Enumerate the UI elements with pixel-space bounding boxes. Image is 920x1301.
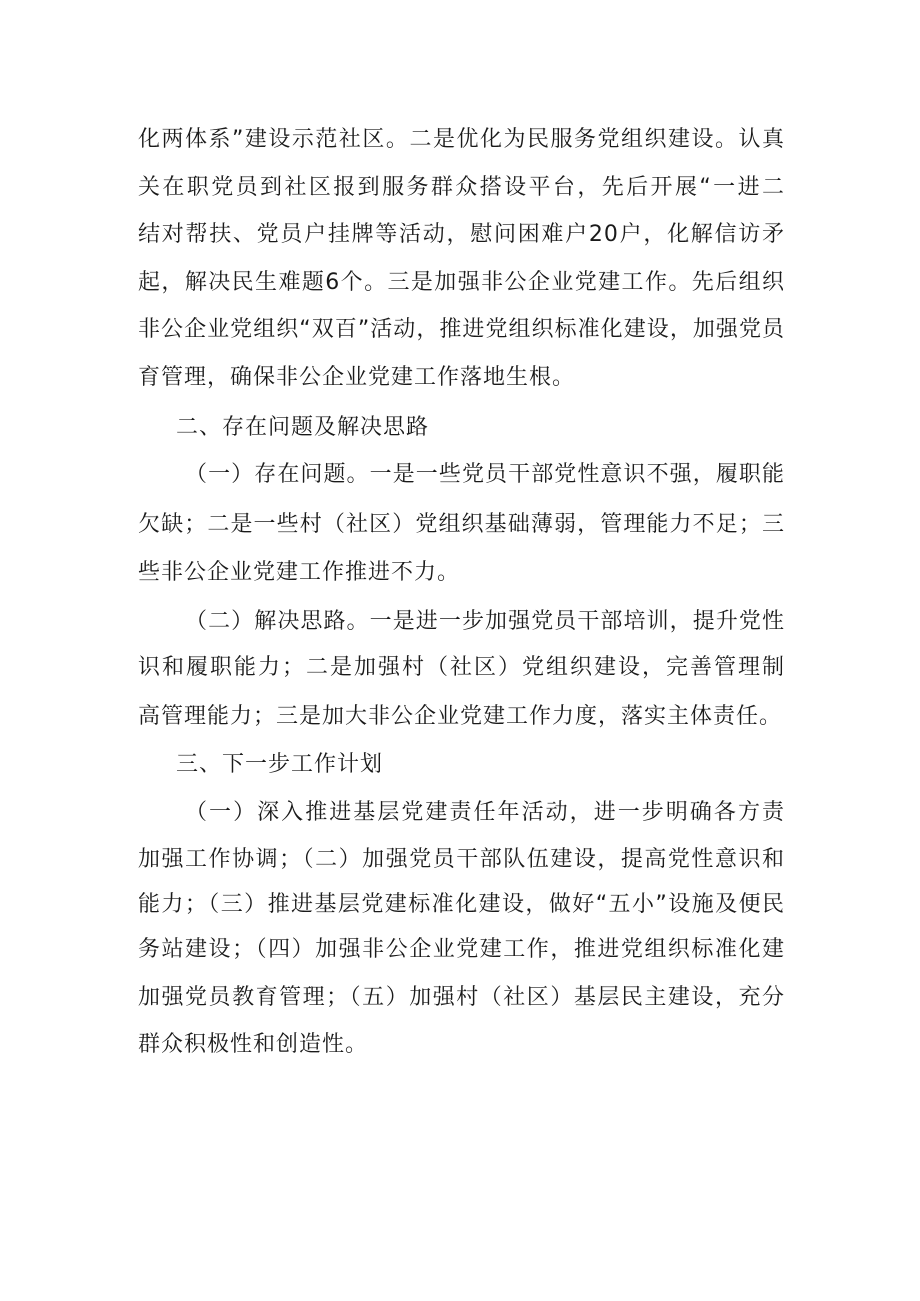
text-line: 高管理能力；三是加大非公企业党建工作力度，落实主体责任。 bbox=[138, 704, 783, 729]
text-line: 务站建设；（四）加强非公企业党建工作，推进党组织标准化建 bbox=[138, 937, 785, 962]
text-line: 育管理，确保非公企业党建工作落地生根。 bbox=[138, 365, 576, 390]
text-line: 非公企业党组织“双百”活动，推进党组织标准化建设，加强党员 bbox=[138, 317, 785, 342]
section-heading-next-steps: 三、下一步工作计划 bbox=[176, 752, 384, 777]
text-line: 群众积极性和创造性。 bbox=[138, 1032, 369, 1057]
section-heading-problems: 二、存在问题及解决思路 bbox=[176, 415, 430, 440]
text-line: 能力；（三）推进基层党建标准化建设，做好“五小”设施及便民 bbox=[138, 892, 785, 917]
text-line: 加强工作协调；（二）加强党员干部队伍建设，提高党性意识和 bbox=[138, 847, 785, 872]
text-line: 起，解决民生难题6个。三是加强非公企业党建工作。先后组织 bbox=[138, 270, 785, 295]
text-line: 关在职党员到社区报到服务群众搭设平台，先后开展“一进二 bbox=[138, 175, 785, 200]
text-line: 些非公企业党建工作推进不力。 bbox=[138, 560, 461, 585]
text-line: 化两体系”建设示范社区。二是优化为民服务党组织建设。认真 bbox=[138, 127, 785, 152]
text-line: 结对帮扶、党员户挂牌等活动，慰问困难户20户，化解信访矛 bbox=[138, 222, 785, 247]
text-line: （一）存在问题。一是一些党员干部党性意识不强，履职能 bbox=[185, 462, 785, 487]
text-line: （一）深入推进基层党建责任年活动，进一步明确各方责 bbox=[185, 800, 785, 825]
text-line: 识和履职能力；二是加强村（社区）党组织建设，完善管理制 bbox=[138, 655, 785, 680]
text-line: 加强党员教育管理；（五）加强村（社区）基层民主建设，充分 bbox=[138, 985, 785, 1010]
text-line: 欠缺；二是一些村（社区）党组织基础薄弱，管理能力不足；三 bbox=[138, 512, 785, 537]
text-line: （二）解决思路。一是进一步加强党员干部培训，提升党性 bbox=[185, 609, 785, 634]
